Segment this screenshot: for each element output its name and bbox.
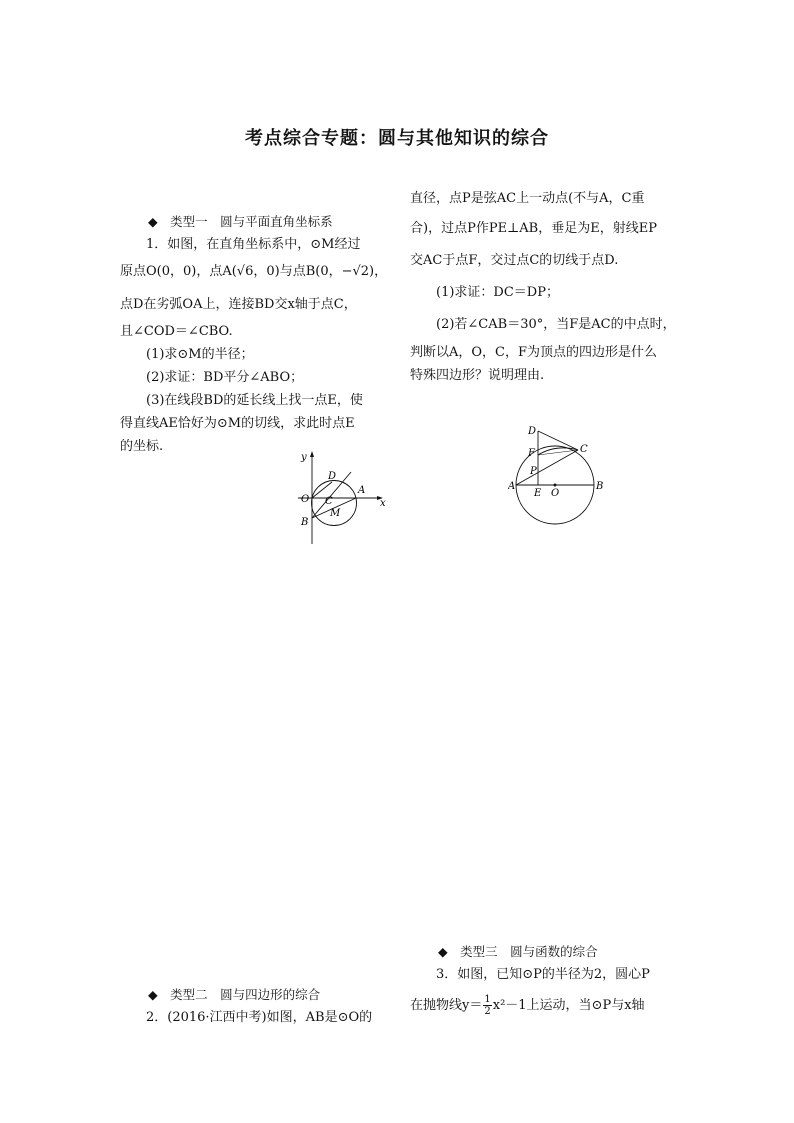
figure-1-circle-coordinate xyxy=(290,448,390,548)
q2-part-2-end: 特殊四边形？说明理由. xyxy=(410,368,545,383)
q1-part-3-cont: 得直线AE恰好为⊙M的切线，求此时点E xyxy=(120,416,355,431)
label-o: O xyxy=(551,488,560,499)
section-2-heading: ◆ 类型二 圆与四边形的综合 xyxy=(148,987,321,1002)
chord-ac xyxy=(516,450,578,485)
q3-line-2 xyxy=(410,994,680,1017)
page-title: 考点综合专题：圆与其他知识的综合 xyxy=(245,128,549,149)
q2-line-3: 合)，过点P作PE⊥AB，垂足为E，射线EP xyxy=(410,221,657,236)
label-d: D xyxy=(528,426,537,437)
arc-fc xyxy=(538,448,578,455)
q2-part-1: (1)求证：DC＝DP； xyxy=(436,285,559,300)
q1-line-4: 且∠COD＝∠CBO. xyxy=(120,324,233,339)
right-column xyxy=(410,187,680,387)
q1-line-3: 点D在劣弧OA上，连接BD交x轴于点C， xyxy=(120,297,357,312)
q1-part-3-end: 的坐标. xyxy=(120,439,164,454)
figure-2-circle-quadrilateral xyxy=(508,422,612,526)
q1-part-1: (1)求⊙M的半径； xyxy=(146,347,254,362)
q3-line-2-start: 在抛物线y＝ xyxy=(410,998,483,1013)
label-b: B xyxy=(301,517,309,528)
fraction-numerator: 1 xyxy=(484,994,491,1005)
y-axis-arrow xyxy=(310,451,314,457)
label-b: B xyxy=(596,481,604,492)
label-o: O xyxy=(301,494,310,505)
q1-part-3: (3)在线段BD的延长线上找一点E，使 xyxy=(146,393,363,408)
label-c: C xyxy=(325,496,333,507)
section-1-heading: ◆ 类型一 圆与平面直角坐标系 xyxy=(148,214,333,229)
q1-part-2: (2)求证：BD平分∠ABO； xyxy=(146,370,304,385)
label-a: A xyxy=(508,481,516,492)
label-f: F xyxy=(528,448,535,459)
label-e: E xyxy=(534,488,542,499)
label-m: M xyxy=(330,508,341,519)
label-c: C xyxy=(580,444,588,455)
fraction-one-half xyxy=(483,994,491,1017)
segment-fc xyxy=(538,450,578,455)
q2-part-2-cont: 判断以A，O，C，F为顶点的四边形是什么 xyxy=(410,345,658,360)
label-y: y xyxy=(301,452,307,463)
fraction-denominator: 2 xyxy=(484,1006,491,1017)
section-3-heading: ◆ 类型三 圆与函数的综合 xyxy=(438,944,598,959)
q2-line-4: 交AC于点F，交过点C的切线于点D. xyxy=(410,253,619,268)
q3-line-2-end: x²－1上运动，当⊙P与x轴 xyxy=(492,998,645,1013)
q2-line-2: 直径，点P是弦AC上一动点(不与A，C重 xyxy=(410,191,645,206)
label-x: x xyxy=(380,498,386,509)
left-column xyxy=(120,210,390,458)
center-o-dot xyxy=(554,484,557,487)
q3-line-1: 3．如图，已知⊙P的半径为2，圆心P xyxy=(436,967,650,982)
label-a: A xyxy=(358,485,366,496)
q1-line-1: 1．如图，在直角坐标系中，⊙M经过 xyxy=(146,237,361,252)
q2-part-2: (2)若∠CAB＝30°，当F是AC的中点时， xyxy=(436,317,676,332)
left-column-bottom xyxy=(120,983,390,1029)
right-column-bottom xyxy=(410,940,680,1017)
q2-line-1: 2．(2016·江西中考)如图，AB是⊙O的 xyxy=(146,1010,373,1025)
q1-line-2: 原点O(0，0)，点A(√6，0)与点B(0，−√2)， xyxy=(120,264,388,279)
label-d: D xyxy=(328,471,337,482)
label-p: P xyxy=(530,466,537,477)
